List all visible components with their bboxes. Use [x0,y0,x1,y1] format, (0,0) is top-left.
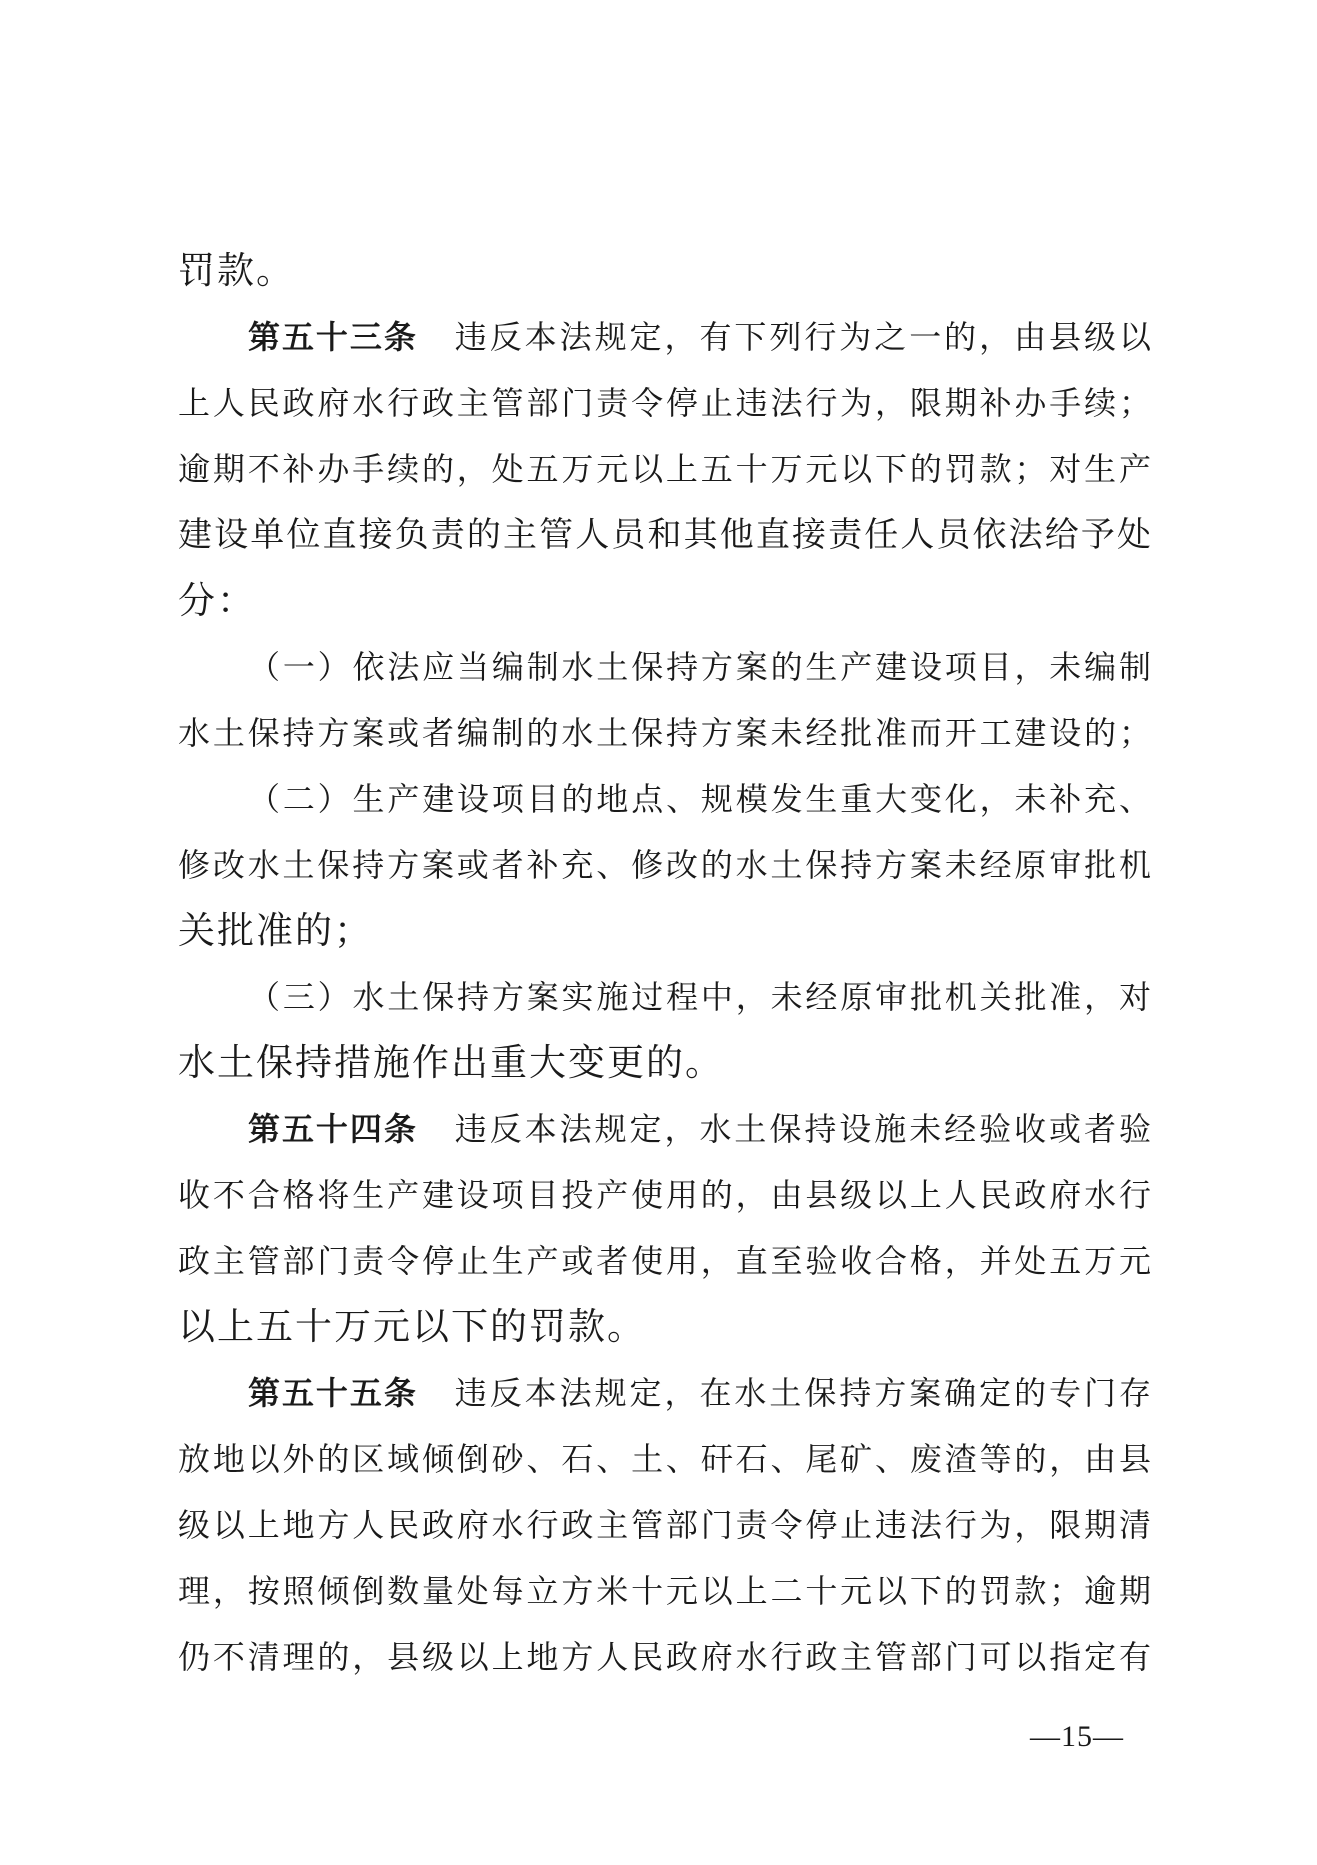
text-line [178,700,1153,766]
line-text: 建设单位直接负责的主管人员和其他直接责任人员依法给予处 [178,515,1153,555]
line-text: 水土保持措施作出重大变更的。 [178,1041,724,1084]
article-line [178,1096,1153,1162]
text-line [178,832,1153,898]
text-line [178,436,1153,502]
text-line [178,898,1153,964]
document-body [178,238,1153,1690]
text-line [178,1426,1153,1492]
line-text: 违反本法规定，水土保持设施未经验收或者验 [453,1110,1153,1148]
line-text: 收不合格将生产建设项目投产使用的，由县级以上人民政府水行 [178,1176,1153,1214]
text-line [178,502,1153,568]
text-line [178,1624,1153,1690]
line-text: 修改水土保持方案或者补充、修改的水土保持方案未经原审批机 [178,846,1153,884]
text-line [178,766,1153,832]
text-line [178,634,1153,700]
line-text: （二）生产建设项目的地点、规模发生重大变化，未补充、 [248,780,1153,818]
line-text: 罚款。 [178,249,295,292]
page-number: —15— [1030,1720,1124,1753]
text-line [178,370,1153,436]
line-text: 分： [178,579,256,622]
line-text: 级以上地方人民政府水行政主管部门责令停止违法行为，限期清 [178,1506,1153,1544]
text-line [178,1492,1153,1558]
line-text: 以上五十万元以下的罚款。 [178,1305,646,1348]
article-line [178,1360,1153,1426]
text-line [178,1030,1153,1096]
text-line [178,1228,1153,1294]
text-line [178,238,1153,304]
line-text: （一）依法应当编制水土保持方案的生产建设项目，未编制 [248,648,1153,686]
text-line [178,568,1153,634]
line-text: 政主管部门责令停止生产或者使用，直至验收合格，并处五万元 [178,1242,1153,1280]
line-text: 逾期不补办手续的，处五万元以上五十万元以下的罚款；对生产 [178,450,1153,488]
line-text: 违反本法规定，在水土保持方案确定的专门存 [453,1374,1153,1412]
article-heading: 第五十五条 [248,1374,418,1412]
line-text: （三）水土保持方案实施过程中，未经原审批机关批准，对 [248,978,1153,1016]
text-line [178,1162,1153,1228]
line-text: 水土保持方案或者编制的水土保持方案未经批准而开工建设的； [178,714,1153,752]
line-text: 违反本法规定，有下列行为之一的，由县级以 [453,318,1153,356]
line-text: 关批准的； [178,909,373,952]
line-text: 理，按照倾倒数量处每立方米十元以上二十元以下的罚款；逾期 [178,1572,1153,1610]
line-text: 仍不清理的，县级以上地方人民政府水行政主管部门可以指定有 [178,1638,1153,1676]
article-heading: 第五十三条 [248,318,418,356]
line-text: 上人民政府水行政主管部门责令停止违法行为，限期补办手续； [178,384,1153,422]
article-heading: 第五十四条 [248,1110,418,1148]
line-text: 放地以外的区域倾倒砂、石、土、矸石、尾矿、废渣等的，由县 [178,1440,1153,1478]
text-line [178,1558,1153,1624]
article-line [178,304,1153,370]
text-line [178,964,1153,1030]
text-line [178,1294,1153,1360]
